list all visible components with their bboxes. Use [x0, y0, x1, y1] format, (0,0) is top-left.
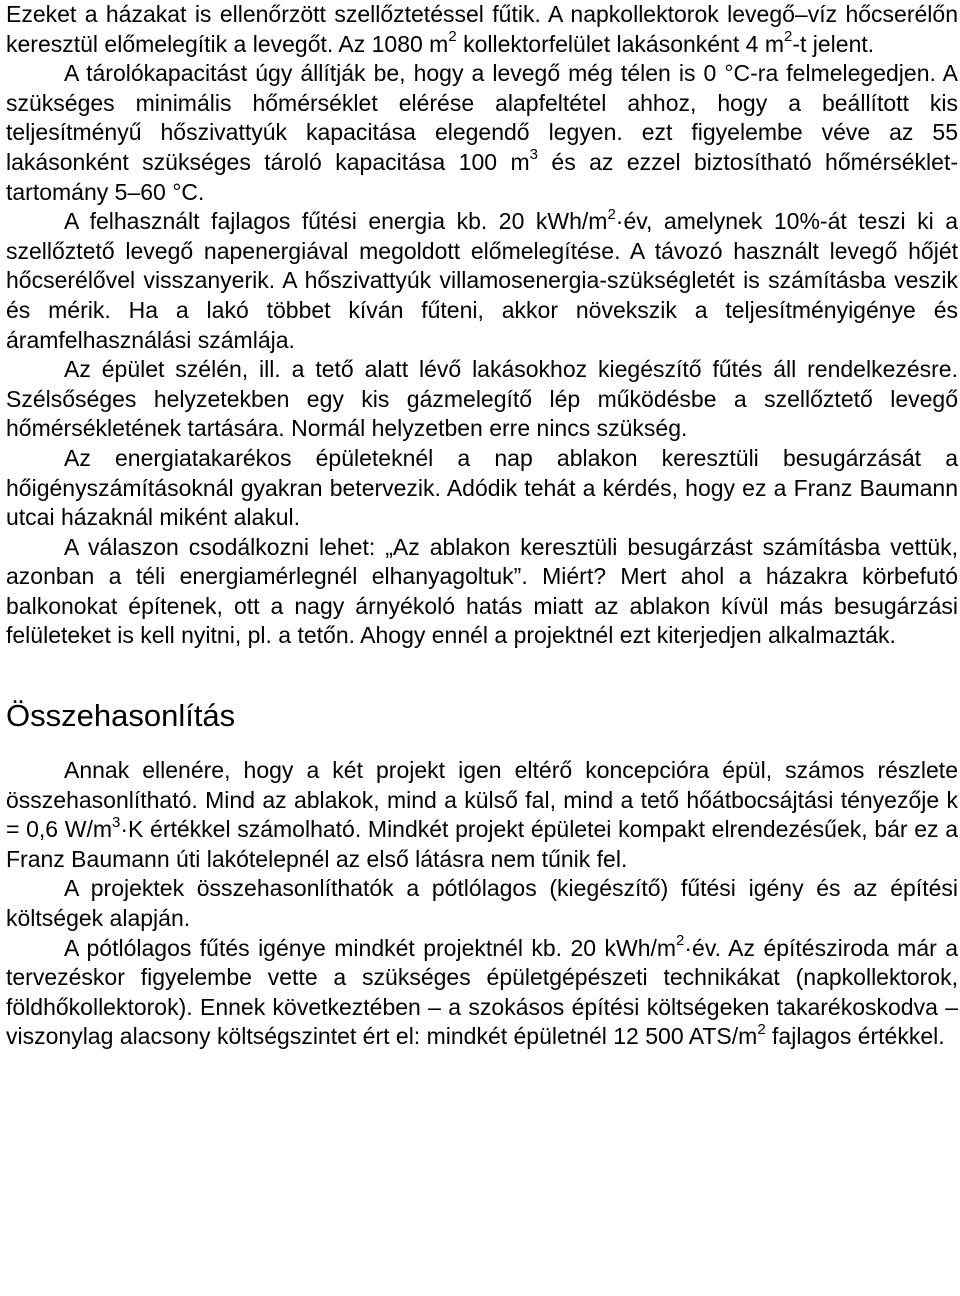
spacer — [6, 734, 958, 756]
paragraph — [6, 207, 958, 355]
section-intro — [6, 0, 958, 651]
superscript-exponent: 2 — [607, 205, 616, 223]
text-run: fajlagos értékkel. — [765, 1023, 945, 1050]
text-run: kollektorfelület lakásonként 4 m — [456, 30, 784, 57]
section-comparison — [6, 756, 958, 1052]
text-run: ·év. Az építésziroda már a tervezéskor figyelembe vette a szükséges épületgépészeti technikákat (napkollektorok, földhőkollektorok). Ennek következtében – a szokásos építési költségeken takarékoskodva – viszonylag alacsony költségszintet ért el: mindkét épületnél 12 500 ATS/m — [6, 934, 958, 1050]
superscript-exponent: 2 — [448, 27, 457, 45]
paragraph — [6, 59, 958, 207]
paragraph — [6, 444, 958, 533]
superscript-exponent: 2 — [676, 931, 685, 949]
text-run: A felhasznált fajlagos fűtési energia kb. 20 kWh/m — [64, 208, 608, 235]
text-run: -t jelent. — [792, 30, 875, 57]
paragraph — [6, 355, 958, 444]
text-run: A válaszon csodálkozni lehet: „Az ablakon keresztüli besugárzást számításba vettük, azonban a téli energiamérlegnél elhanyagoltuk”. Miért? Mert ahol a házakra körbefutó balkonokat építenek, ott a nagy árnyékoló hatás miatt az ablakon kívül más besugárzási felületeket is kell nyitni, pl. a tetőn. Ahogy ennél a projektnél ezt kiterjedjen alkalmazták. — [6, 533, 958, 649]
paragraph — [6, 756, 958, 874]
document-page — [6, 0, 958, 1052]
paragraph — [6, 533, 958, 651]
section-heading: Összehasonlítás — [6, 698, 236, 734]
text-run: és az ezzel biztosítható hőmérséklet-tartomány 5–60 °C. — [6, 148, 958, 205]
paragraph — [6, 874, 958, 933]
superscript-exponent: 3 — [112, 813, 121, 831]
text-run: A pótlólagos fűtés igénye mindkét projektnél kb. 20 kWh/m — [64, 934, 677, 961]
text-run: A projektek összehasonlíthatók a pótlólagos (kiegészítő) fűtési igény és az építési költségek alapján. — [6, 875, 958, 932]
superscript-exponent: 2 — [757, 1020, 766, 1038]
text-run: Ezeket a házakat is ellenőrzött szellőztetéssel fűtik. A napkollektorok levegő–víz hőcserélőn keresztül előmelegítik a levegőt. Az 1080 m — [6, 1, 958, 57]
text-run: Az épület szélén, ill. a tető alatt lévő lakásokhoz kiegészítő fűtés áll rendelkezésre. Szélsőséges helyzetekben egy kis gázmelegítő lép működésbe a szellőztető levegő hőmérsékletének tartására. Normál helyzetben erre nincs szükség. — [6, 356, 958, 442]
superscript-exponent: 2 — [783, 27, 793, 45]
text-run: Az energiatakarékos épületeknél a nap ablakon keresztüli besugárzását a hőigényszámításoknál gyakran betervezik. Adódik tehát a kérdés, hogy ez a Franz Baumann utcai házaknál miként alakul. — [6, 444, 958, 531]
paragraph — [6, 0, 958, 59]
superscript-exponent: 3 — [529, 146, 538, 164]
text-run: A tárolókapacitást úgy állítják be, hogy a levegő még télen is 0 °C-ra felmelegedjen. A szükséges minimális hőmérséklet elérése alapfeltétel ahhoz, hogy a beállított kis teljesítményű hőszivattyúk kapacitása elegendő legyen. ezt figyelembe véve az 55 lakásonként szükséges tároló kapacitása 100 m — [6, 60, 958, 175]
text-run: ·K értékkel számolható. Mindkét projekt épületei kompakt elrendezésűek, bár ez a Franz Baumann úti lakótelepnél az első látásra nem tűnik fel. — [6, 816, 958, 872]
spacer — [6, 651, 958, 698]
text-run: ·év, amelynek 10%-át teszi ki a szellőztető levegő napenergiával megoldott előmelegítése. A távozó használt levegő hőjét hőcserélővel visszanyerik. A hőszivattyúk villamosenergia-szükségletét is számításba veszik és mérik. Ha a lakó többet kíván fűteni, akkor növekszik a teljesítményigénye és áramfelhasználási számlája. — [6, 208, 958, 353]
text-run: Annak ellenére, hogy a két projekt igen eltérő koncepcióra épül, számos részlete összehasonlítható. Mind az ablakok, mind a külső fal, mind a tető hőátbocsájtási tényezője k = 0,6 W/m — [6, 757, 958, 843]
paragraph — [6, 931, 958, 1052]
